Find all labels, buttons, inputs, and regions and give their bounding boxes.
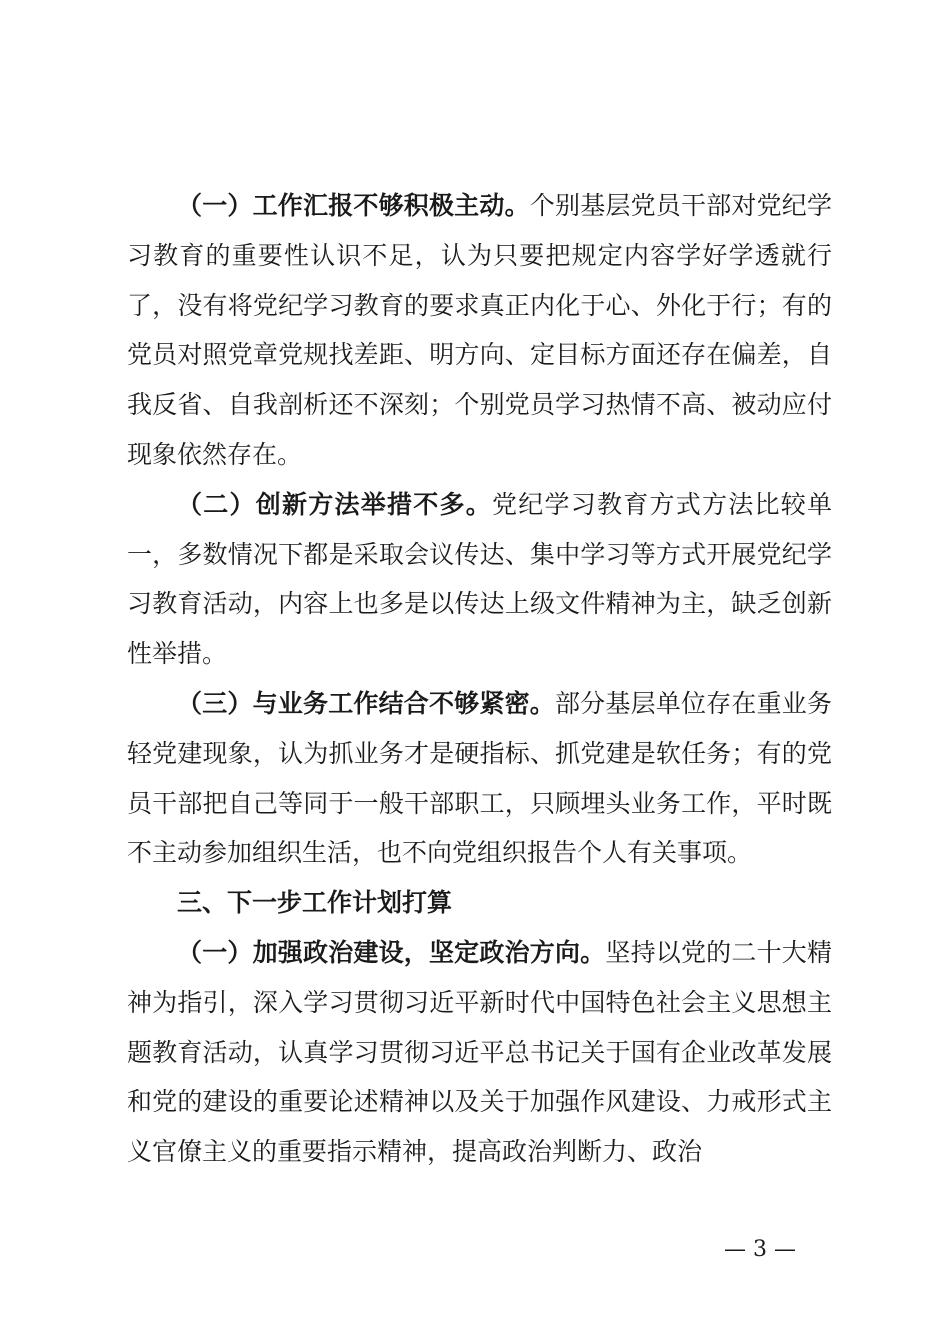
- paragraph-lead: （一）工作汇报不够积极主动。: [177, 191, 530, 220]
- paragraph-text: 部分基层单位存在重业务轻党建现象，认为抓业务才是硬指标、抓党建是软任务；有的党员干部把自己等同于一般干部职工，只顾埋头业务工作，平时既不主动参加组织生活，也不向党组织报告个人有关事项。: [127, 688, 832, 868]
- page-number: — 3 —: [724, 1237, 796, 1262]
- paragraph-work-report: [127, 181, 832, 480]
- paragraph-business-integration: [127, 679, 832, 878]
- paragraph-text: 个别基层党员干部对党纪学习教育的重要性认识不足，认为只要把规定内容学好学透就行了，没有将党纪学习教育的要求真正内化于心、外化于行；有的党员对照党章党规找差距、明方向、定目标方面还存在偏差，自我反省、自我剖析还不深刻；个别党员学习热情不高、被动应付现象依然存在。: [127, 191, 832, 469]
- paragraph-lead: （二）创新方法举措不多。: [177, 489, 492, 519]
- document-body: [127, 181, 832, 1177]
- paragraph-lead: （一）加强政治建设，坚定政治方向。: [177, 937, 606, 967]
- paragraph-political-construction: [127, 928, 832, 1177]
- paragraph-lead: （三）与业务工作结合不够紧密。: [177, 688, 555, 718]
- paragraph-text: 坚持以党的二十大精神为指引，深入学习贯彻习近平新时代中国特色社会主义思想主题教育活动，认真学习贯彻习近平总书记关于国有企业改革发展和党的建设的重要论述精神以及关于加强作风建设、力戒形式主义官僚主义的重要指示精神，提高政治判断力、政治: [127, 937, 832, 1167]
- paragraph-text: 党纪学习教育方式方法比较单一，多数情况下都是采取会议传达、集中学习等方式开展党纪学习教育活动，内容上也多是以传达上级文件精神为主，缺乏创新性举措。: [127, 489, 832, 669]
- section-heading: 三、下一步工作计划打算: [177, 888, 453, 918]
- paragraph-innovation: [127, 480, 832, 679]
